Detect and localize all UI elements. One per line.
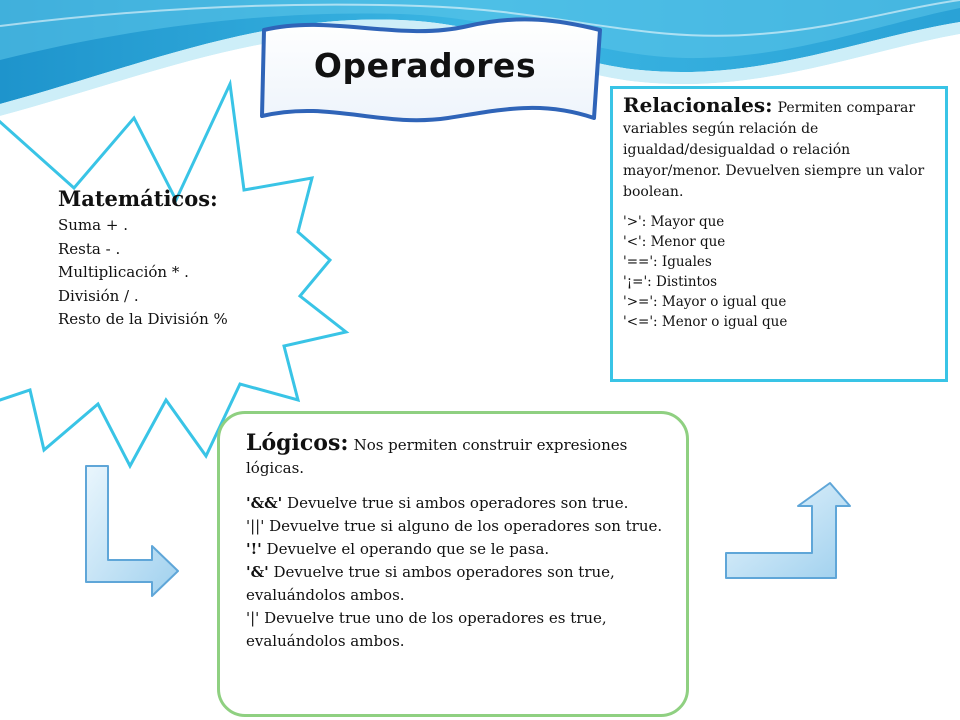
logicos-item [246, 561, 666, 607]
operator-description: Devuelve true si ambos operadores son true, evaluándolos ambos. [246, 563, 615, 604]
relacionales-intro [623, 95, 935, 202]
matematicos-item: Resta - . [58, 239, 121, 258]
right-bent-arrow-icon [726, 483, 850, 578]
matematicos-item: Suma + . [58, 216, 128, 234]
operator-description: : Mayor que [641, 214, 725, 230]
operator-description: : Menor o igual que [653, 314, 788, 330]
matematicos-item: División / . [58, 286, 139, 305]
operator-description: Devuelve el operando que se le pasa. [261, 540, 550, 558]
operator-symbol: '<=' [623, 314, 654, 330]
logicos-item [246, 492, 666, 515]
matematicos-heading: Matemáticos: [58, 186, 218, 211]
operator-description: Devuelve true si ambos operadores son true. [282, 494, 629, 512]
relacionales-item [623, 312, 935, 332]
logicos-heading: Lógicos: [246, 430, 349, 456]
operator-symbol: '==' [623, 254, 654, 270]
relacionales-item [623, 252, 935, 272]
relacionales-item [623, 212, 935, 232]
left-bent-arrow-icon [86, 466, 178, 596]
operator-symbol: '&&' [246, 494, 283, 512]
operator-symbol: '&' [246, 563, 269, 581]
operator-description: : Iguales [653, 254, 712, 270]
slide-title: Operadores [313, 46, 537, 85]
relacionales-item [623, 292, 935, 312]
logicos-box [217, 411, 689, 717]
operator-symbol: '<' [623, 234, 642, 250]
relacionales-list [623, 212, 935, 332]
matematicos-item: Multiplicación * . [58, 263, 189, 281]
operator-symbol: '¡=' [623, 274, 648, 290]
relacionales-item [623, 272, 935, 292]
logicos-description: Nos permiten construir expresiones lógicas. [246, 436, 628, 477]
logicos-item [246, 515, 666, 538]
operator-symbol: '>=' [623, 294, 654, 310]
operator-symbol: '|' [246, 609, 260, 627]
operator-description: Devuelve true uno de los operadores es true, evaluándolos ambos. [246, 609, 607, 650]
logicos-item [246, 607, 666, 653]
logicos-item [246, 538, 666, 561]
operator-description: : Mayor o igual que [653, 294, 787, 310]
relacionales-box [610, 86, 948, 382]
logicos-list [246, 492, 666, 653]
operator-description: : Menor que [641, 234, 726, 250]
relacionales-description: Permiten comparar variables según relación de igualdad/desigualdad o relación mayor/menor. Devuelven siempre un valor boolean. [623, 100, 925, 200]
operator-description: : Distintos [647, 274, 717, 290]
operator-symbol: '||' [246, 517, 265, 535]
matematicos-item: Resto de la División % [58, 310, 228, 328]
operator-symbol: '>' [623, 214, 642, 230]
operator-description: Devuelve true si alguno de los operadores son true. [264, 517, 663, 535]
relacionales-heading: Relacionales: [623, 93, 773, 117]
matematicos-section [58, 186, 278, 332]
operator-symbol: '!' [246, 540, 262, 558]
logicos-intro [246, 430, 666, 480]
relacionales-item [623, 232, 935, 252]
